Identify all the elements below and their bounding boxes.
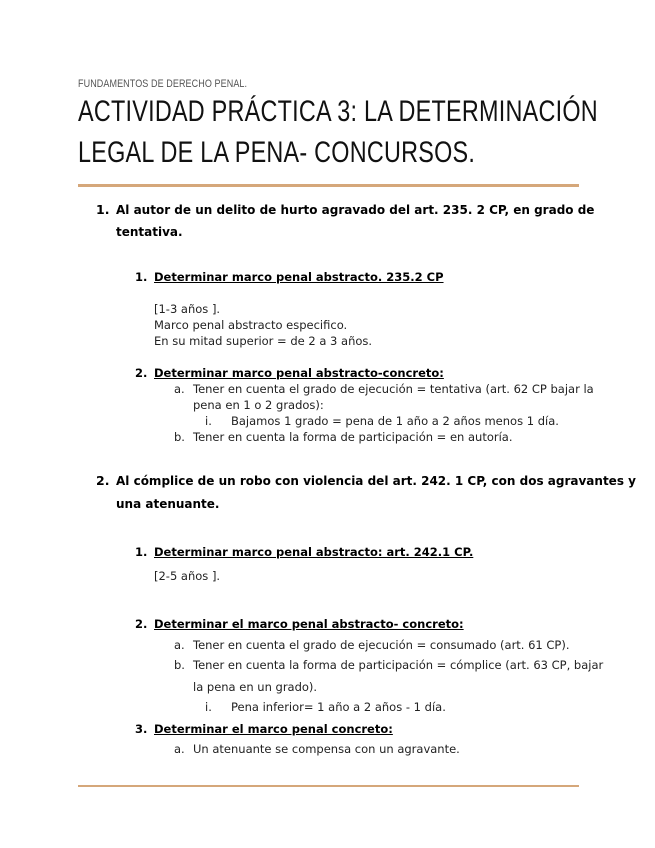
q2-step-2-number: 2. (135, 617, 148, 631)
q2-step-2-b-label: b. (174, 658, 185, 672)
question-1-text-line-1: Al autor de un delito de hurto agravado del art. 235. 2 CP, en grado de (116, 203, 595, 217)
q2-step-2-i-text: Pena inferior= 1 año a 2 años - 1 día. (231, 700, 446, 714)
q2-step-3-heading: Determinar el marco penal concreto: (154, 722, 393, 736)
q2-step-3-a-label: a. (174, 742, 185, 756)
q1-step-2-a-label: a. (174, 382, 185, 396)
document-subtitle: FUNDAMENTOS DE DERECHO PENAL. (78, 78, 248, 90)
q2-step-2-heading: Determinar el marco penal abstracto- concreto: (154, 617, 464, 631)
q2-step-2-a-label: a. (174, 638, 185, 652)
q1-step-2-i-label: i. (205, 414, 212, 428)
q1-step-2-number: 2. (135, 366, 148, 380)
q2-step-1-heading: Determinar marco penal abstracto: art. 242.1 CP. (154, 545, 474, 559)
q1-step-1-line-2: Marco penal abstracto especifico. (154, 318, 348, 332)
q1-step-2-a-line-1: Tener en cuenta el grado de ejecución = tentativa (art. 62 CP bajar la (193, 382, 594, 396)
q2-step-2-b-line-2: la pena en un grado). (193, 680, 318, 694)
top-divider (78, 184, 579, 187)
document-title-line-2: LEGAL DE LA PENA- CONCURSOS. (78, 136, 476, 169)
q1-step-1-line-3: En su mitad superior = de 2 a 3 años. (154, 334, 373, 348)
q1-step-2-b-text: Tener en cuenta la forma de participación = en autoría. (193, 430, 513, 444)
document-title-line-1: ACTIVIDAD PRÁCTICA 3: LA DETERMINACIÓN (78, 95, 598, 128)
q2-step-3-number: 3. (135, 722, 148, 736)
q2-step-2-b-line-1: Tener en cuenta la forma de participación = cómplice (art. 63 CP, bajar (193, 658, 604, 672)
q1-step-2-a-line-2: pena en 1 o 2 grados): (193, 398, 324, 412)
q2-step-2-a-text: Tener en cuenta el grado de ejecución = consumado (art. 61 CP). (193, 638, 570, 652)
q2-step-1-line-1: [2-5 años ]. (154, 569, 221, 583)
q2-step-2-i-label: i. (205, 700, 212, 714)
question-2-text-line-2: una atenuante. (116, 497, 220, 511)
question-2-text-line-1: Al cómplice de un robo con violencia del art. 242. 1 CP, con dos agravantes y (116, 474, 636, 488)
question-2-number: 2. (96, 473, 110, 488)
q2-step-1-number: 1. (135, 545, 148, 559)
q1-step-1-heading: Determinar marco penal abstracto. 235.2 CP (154, 270, 444, 284)
q1-step-2-b-label: b. (174, 430, 185, 444)
question-1-text-line-2: tentativa. (116, 225, 183, 239)
q1-step-2-i-text: Bajamos 1 grado = pena de 1 año a 2 años menos 1 día. (231, 414, 559, 428)
bottom-divider (78, 785, 579, 787)
q2-step-3-a-text: Un atenuante se compensa con un agravante. (193, 742, 460, 756)
q1-step-1-number: 1. (135, 270, 148, 284)
question-1-number: 1. (96, 202, 110, 217)
q1-step-2-heading: Determinar marco penal abstracto-concreto: (154, 366, 444, 380)
q1-step-1-line-1: [1-3 años ]. (154, 302, 221, 316)
